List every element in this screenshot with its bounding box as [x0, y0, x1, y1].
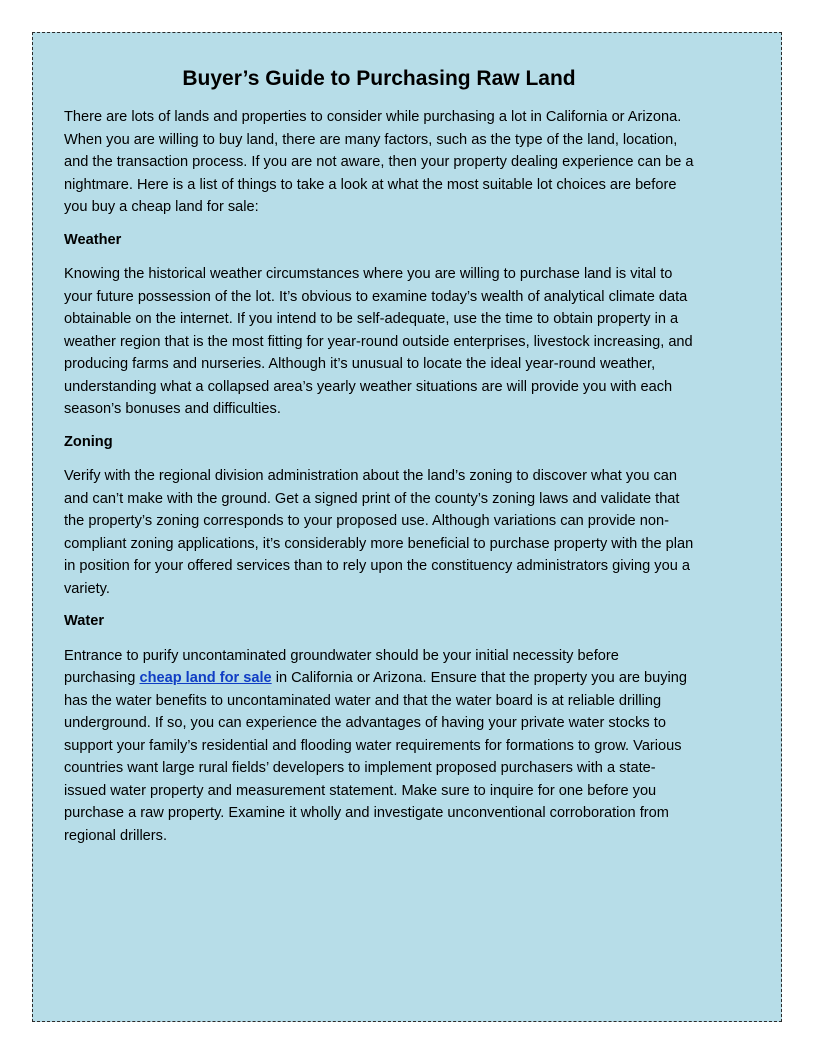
- cheap-land-for-sale-link[interactable]: cheap land for sale: [139, 670, 272, 686]
- water-body-text-before-link: Entrance to purify uncontaminated groundwater should be your initial necessity before purchasing: [64, 647, 619, 686]
- section-body-water: [64, 645, 694, 848]
- section-body-weather: Knowing the historical weather circumstances where you are willing to purchase land is vital to your future possession of the lot. It’s obvious to examine today’s wealth of analytical climate data obtainable on the internet. If you intend to be self-adequate, use the time to obtain property in a weather region that is the most fitting for year-round outside enterprises, livestock increasing, and producing farms and nurseries. Although it’s unusual to locate the ideal year-round weather, understanding what a collapsed area’s yearly weather situations are will provide you with each season’s bonuses and difficulties.: [64, 266, 693, 417]
- document-content: [64, 64, 694, 847]
- intro-paragraph: There are lots of lands and properties to consider while purchasing a lot in California or Arizona. When you are willing to buy land, there are many factors, such as the type of the land, location, and the transaction process. If you are not aware, then your property dealing experience can be a nightmare. Here is a list of things to take a look at what the most suitable lot choices are before you buy a cheap land for sale:: [64, 109, 694, 215]
- water-body-text-after-link: in California or Arizona. Ensure that the property you are buying has the water benefits to uncontaminated water and that the water board is at reliable drilling underground. If so, you can experience the advantages of having your private water stocks to support your family’s residential and flooding water requirements for formations to grow. Various countries want large rural fields’ developers to implement proposed purchasers with a state-issued water property and measurement statement. Make sure to inquire for one before you purchase a raw property. Examine it wholly and investigate unconventional corroboration from regional drillers.: [64, 670, 688, 844]
- section-body-zoning: Verify with the regional division administration about the land’s zoning to discover what you can and can’t make with the ground. Get a signed print of the county’s zoning laws and validate that the property’s zoning corresponds to your proposed use. Although variations can provide non-compliant zoning applications, it’s considerably more beneficial to purchase property with the plan in position for your offered services than to rely upon the constituency administrators giving you a variety.: [64, 468, 694, 597]
- page-title: Buyer’s Guide to Purchasing Raw Land: [182, 67, 576, 90]
- section-heading-water: Water: [64, 613, 105, 629]
- section-heading-weather: Weather: [64, 231, 122, 248]
- section-heading-zoning: Zoning: [64, 433, 113, 450]
